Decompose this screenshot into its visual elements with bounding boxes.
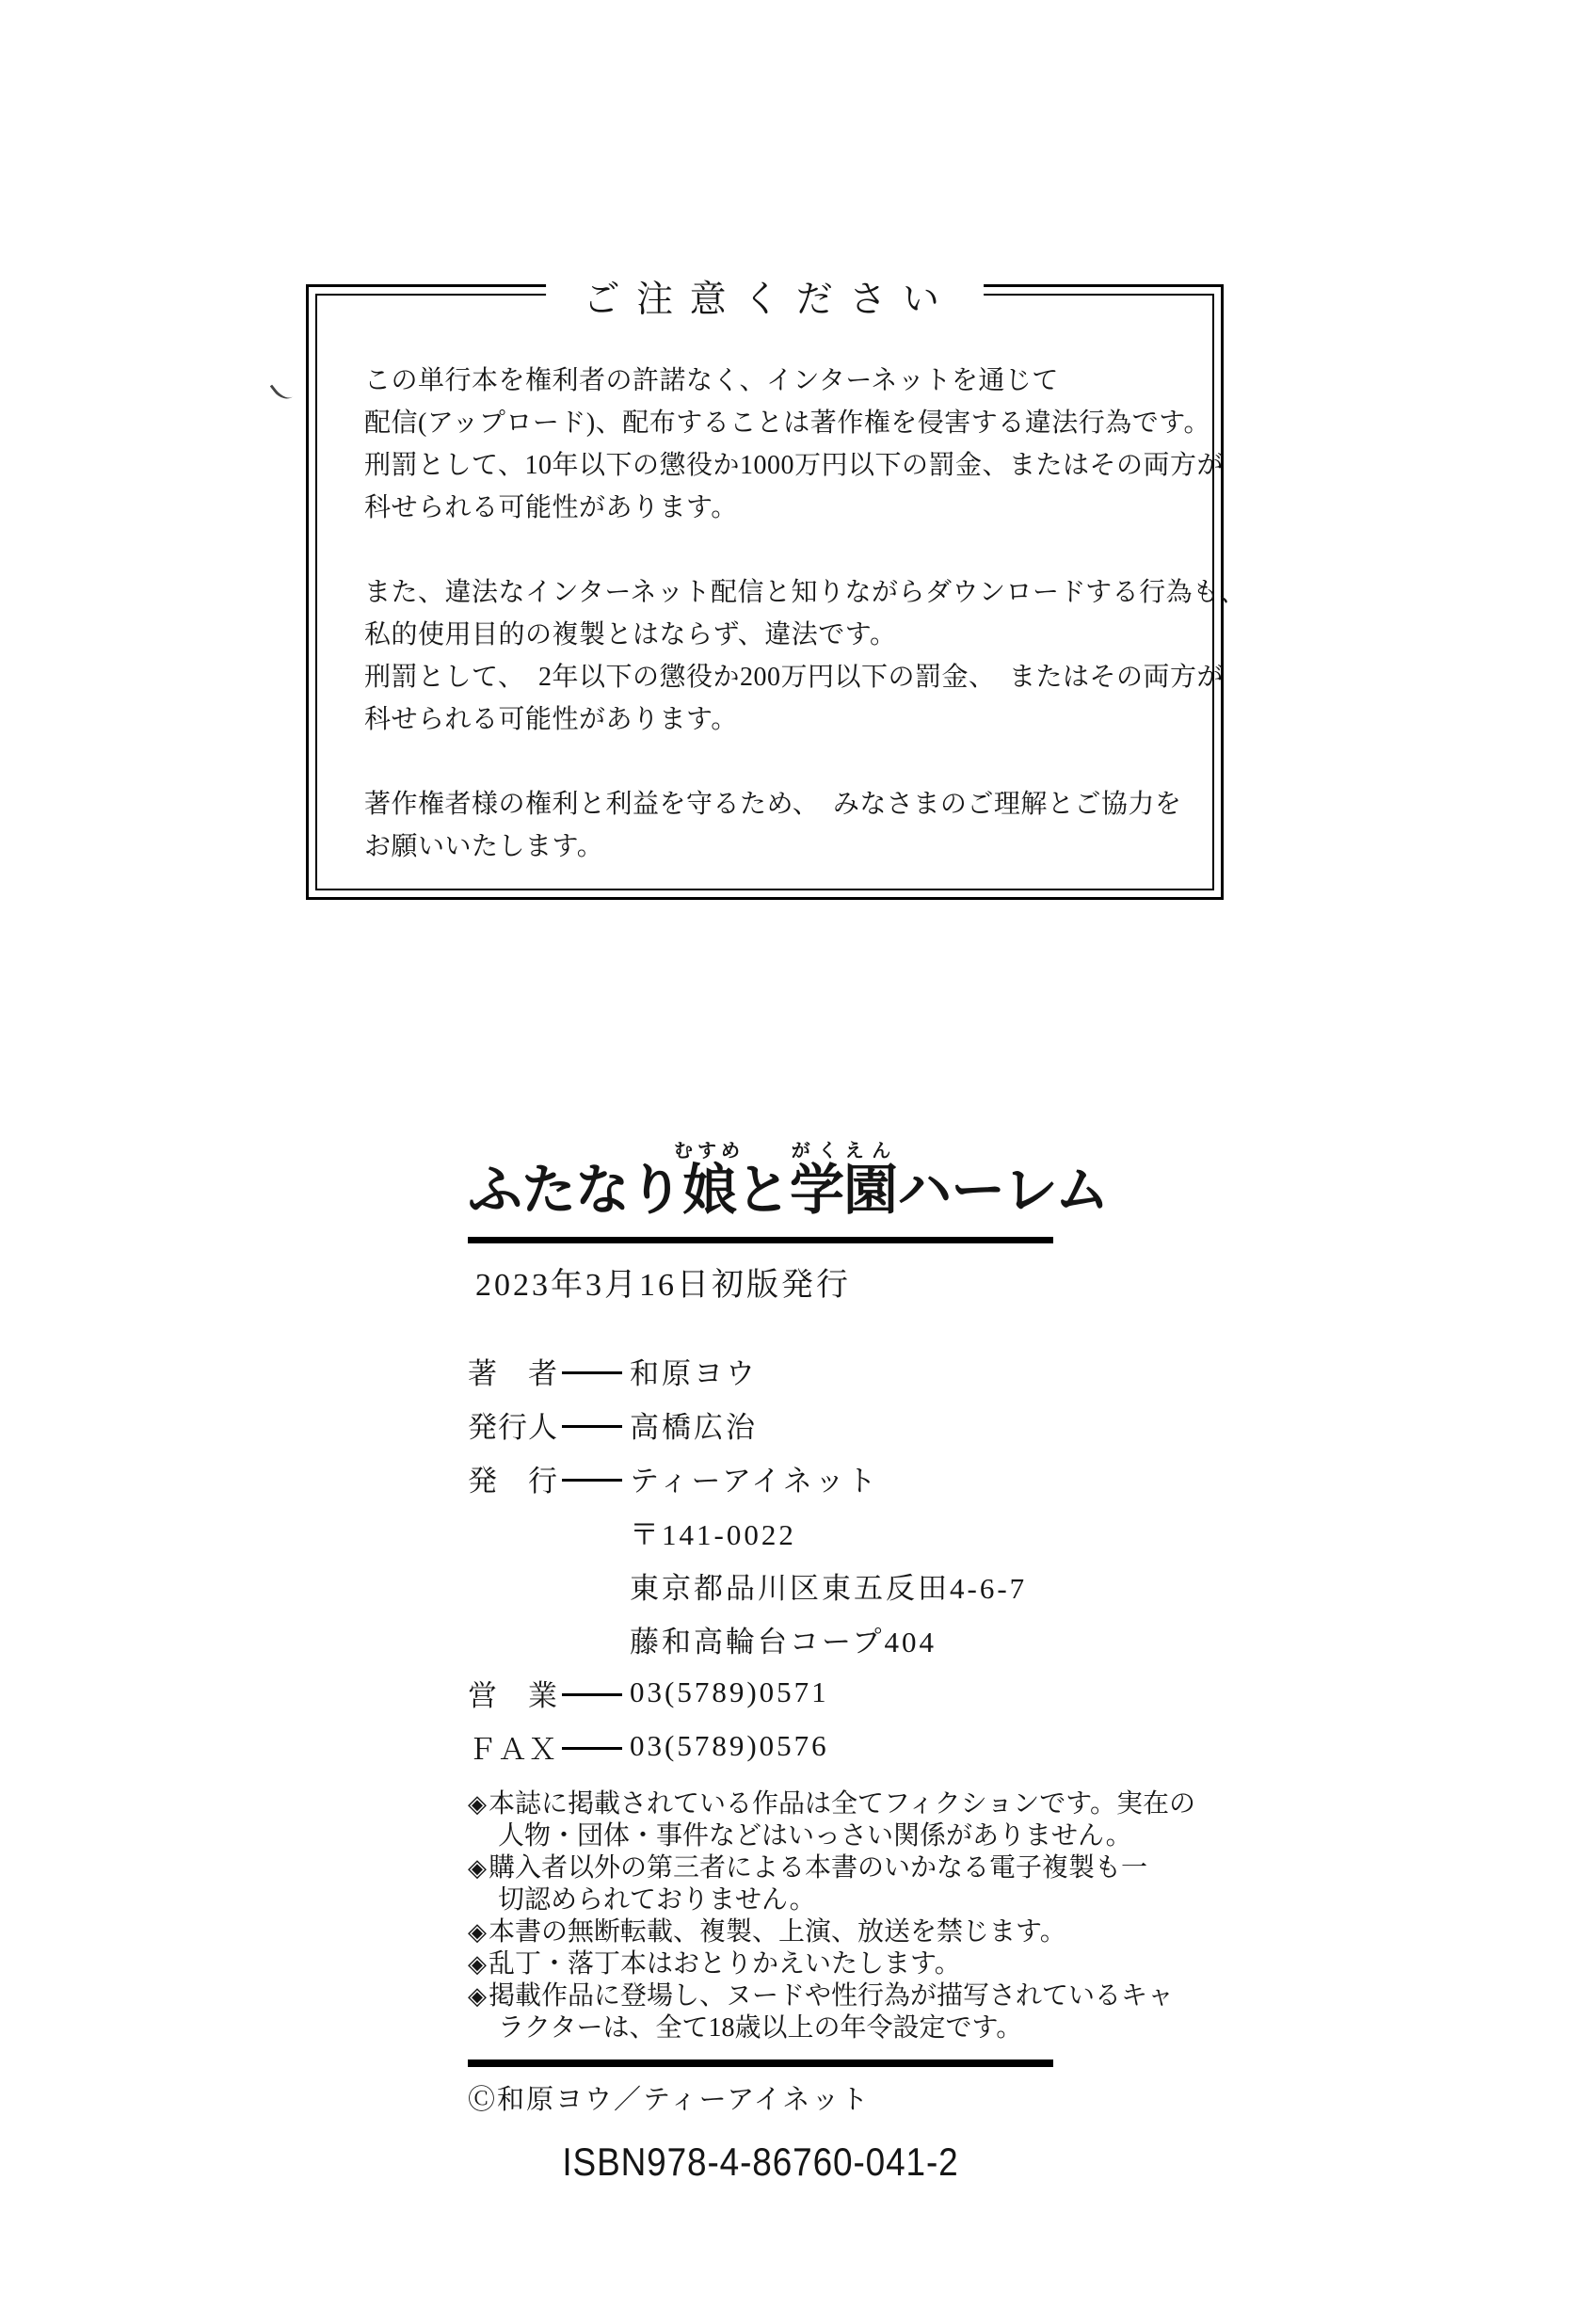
note-bullet-icon: ◈: [468, 1917, 487, 1946]
copyright-line: Ⓒ和原ヨウ／ティーアイネット: [468, 2084, 871, 2115]
notice-paragraph: [364, 360, 1224, 529]
colophon-notes: [468, 1788, 1195, 2044]
note-bullet-icon: ◈: [468, 1949, 487, 1978]
colophon-rows: [468, 1344, 1056, 1773]
notice-paragraph: [364, 571, 1247, 741]
colophon: [468, 1141, 1195, 2185]
note-line: ラクターは、全て18歳以上の年令設定です。: [498, 2012, 1023, 2043]
colophon-row: [468, 1559, 1056, 1612]
notice-line: この単行本を権利者の許諾なく、インターネットを通じて: [364, 366, 1059, 395]
notice-box-body: [315, 294, 1247, 890]
row-label: ＦＡＸ: [468, 1732, 558, 1766]
colophon-row: [468, 1344, 1056, 1398]
edition-date: 2023年3月16日初版発行: [475, 1267, 851, 1303]
book-title: ふたなり娘むすめと学園がくえんハーレム: [468, 1141, 1109, 1221]
notice-line: お願いいたします。: [364, 832, 604, 861]
notice-line: 刑罰として、 2年以下の懲役か200万円以下の罰金、 またはその両方が: [364, 663, 1224, 692]
row-value: 03(5789)0576: [630, 1729, 829, 1762]
note-line: ◈本誌に掲載されている作品は全てフィクションです。実在の: [468, 1788, 1195, 1819]
row-label: 営 業: [468, 1678, 558, 1712]
notice-line: 科せられる可能性があります。: [364, 493, 738, 522]
note-line: 切認められておりません。: [498, 1884, 816, 1915]
row-value: 和原ヨウ: [630, 1356, 758, 1390]
note-line: ◈掲載作品に登場し、ヌードや性行為が描写されているキャ: [468, 1980, 1175, 2011]
notice-line: 刑罰として、10年以下の懲役か1000万円以下の罰金、またはその両方が: [364, 451, 1224, 480]
title-rule: [468, 1237, 1053, 1243]
row-label: 発 行: [468, 1464, 558, 1498]
notice-line: また、違法なインターネット配信と知りながらダウンロードする行為も、: [364, 578, 1247, 607]
row-dash-icon: [562, 1747, 622, 1750]
book-title-ruby: 娘むすめ: [674, 1141, 745, 1221]
row-dash-icon: [562, 1479, 622, 1482]
row-dash-icon: [562, 1371, 622, 1374]
notice-box: [306, 280, 1247, 900]
book-title-ruby: 学園がくえん: [790, 1141, 898, 1221]
note-line: ◈乱丁・落丁本はおとりかえいたします。: [468, 1948, 961, 1979]
notice-box-title: ご注意ください: [546, 274, 985, 327]
notice-line: 私的使用目的の複製とはならず、違法です。: [364, 620, 897, 649]
colophon-row: [468, 1398, 1056, 1451]
colophon-row: [468, 1666, 1056, 1720]
stray-mark: [270, 376, 298, 405]
colophon-row: [468, 1505, 1056, 1559]
row-value: 〒141-0022: [630, 1517, 796, 1551]
row-value: 東京都品川区東五反田4-6-7: [630, 1571, 1028, 1605]
row-label: 発行人: [468, 1410, 558, 1444]
note-line: 人物・団体・事件などはいっさい関係がありません。: [498, 1820, 1132, 1851]
notice-line: 配信(アップロード)、配布することは著作権を侵害する違法行為です。: [364, 409, 1210, 438]
row-label: 著 者: [468, 1356, 558, 1390]
note-bullet-icon: ◈: [468, 1981, 487, 2010]
note-bullet-icon: ◈: [468, 1853, 487, 1882]
row-value: ティーアイネット: [630, 1464, 879, 1498]
row-dash-icon: [562, 1425, 622, 1428]
notice-line: 著作権者様の権利と利益を守るため、 みなさまのご理解とご協力を: [364, 790, 1182, 819]
isbn: ISBN978-4-86760-041-2: [562, 2139, 959, 2184]
row-value: 藤和高輪台コープ404: [630, 1625, 937, 1659]
colophon-row: [468, 1612, 1056, 1666]
row-value: 高橋広治: [630, 1410, 758, 1444]
note-line: ◈購入者以外の第三者による本書のいかなる電子複製も一: [468, 1852, 1148, 1883]
row-value: 03(5789)0571: [630, 1675, 829, 1708]
bottom-rule: [468, 2060, 1053, 2067]
notice-line: 科せられる可能性があります。: [364, 705, 738, 734]
note-line: ◈本書の無断転載、複製、上演、放送を禁じます。: [468, 1916, 1066, 1947]
note-bullet-icon: ◈: [468, 1789, 487, 1818]
colophon-row: [468, 1720, 1056, 1773]
notice-paragraph: [364, 783, 1186, 868]
colophon-row: [468, 1451, 1056, 1505]
row-dash-icon: [562, 1693, 622, 1696]
